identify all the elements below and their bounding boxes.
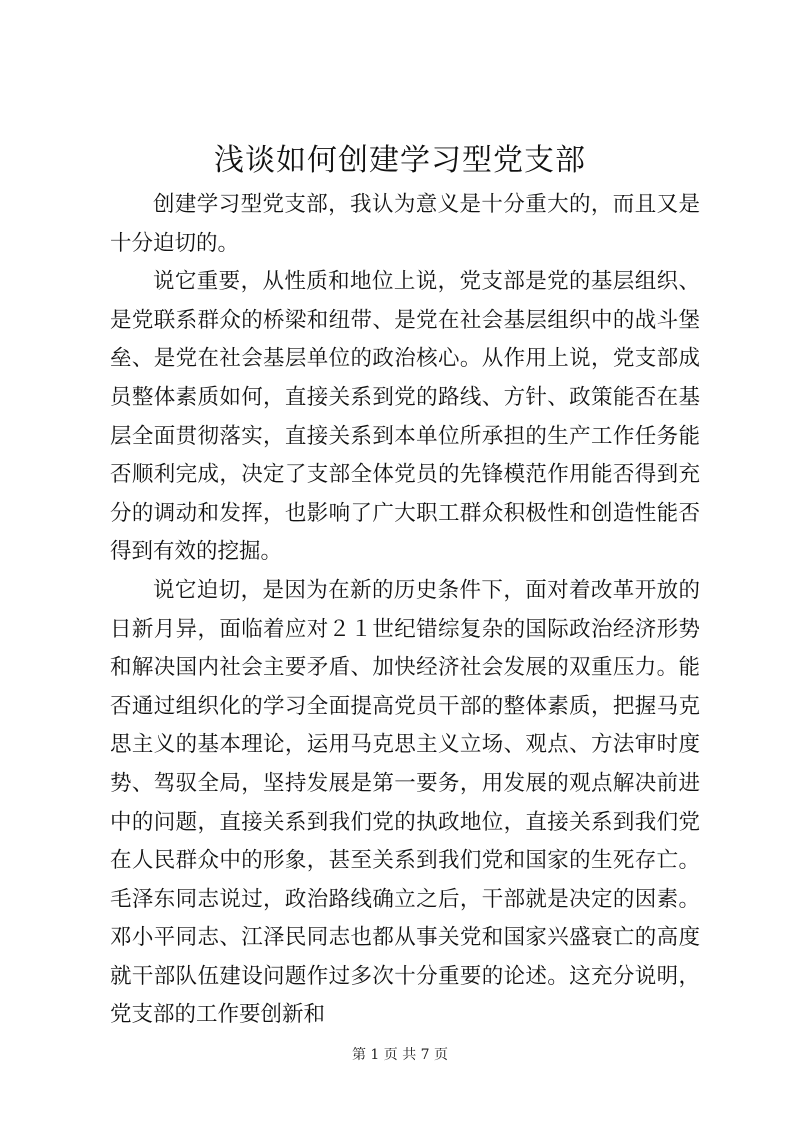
paragraph-importance: 说它重要，从性质和地位上说，党支部是党的基层组织、是党联系群众的桥梁和纽带、是党在社会基层组织中的战斗堡垒、是党在社会基层单位的政治核心。从作用上说，党支部成员整体素质如何，直接关系到党的路线、方针、政策能否在基层全面贯彻落实，直接关系到本单位所承担的生产工作任务能否顺利完成，决定了支部全体党员的先锋模范作用能否得到充分的调动和发挥，也影响了广大职工群众积极性和创造性能否得到有效的挖掘。 [110,269,700,565]
paragraph-intro: 创建学习型党支部，我认为意义是十分重大的，而且又是十分迫切的。 [110,192,700,256]
paragraph-urgency: 说它迫切，是因为在新的历史条件下，面对着改革开放的日新月异，面临着应对２１世纪错综复杂的国际政治经济形势和解决国内社会主要矛盾、加快经济社会发展的双重压力。能否通过组织化的学习全面提高党员干部的整体素质，把握马克思主义的基本理论，运用马克思主义立场、观点、方法审时度势、驾驭全局，坚持发展是第一要务，用发展的观点解决前进中的问题，直接关系到我们党的执政地位，直接关系到我们党在人民群众中的形象，甚至关系到我们党和国家的生死存亡。毛泽东同志说过，政治路线确立之后，干部就是决定的因素。邓小平同志、江泽民同志也都从事关党和国家兴盛衰亡的高度就干部队伍建设问题作过多次十分重要的论述。这充分说明，党支部的工作要创新和 [110,577,700,1028]
page-footer: 第 1 页 共 7 页 [351,1047,449,1063]
document-body [110,186,700,1035]
document-title: 浅谈如何创建学习型党支部 [214,143,586,178]
